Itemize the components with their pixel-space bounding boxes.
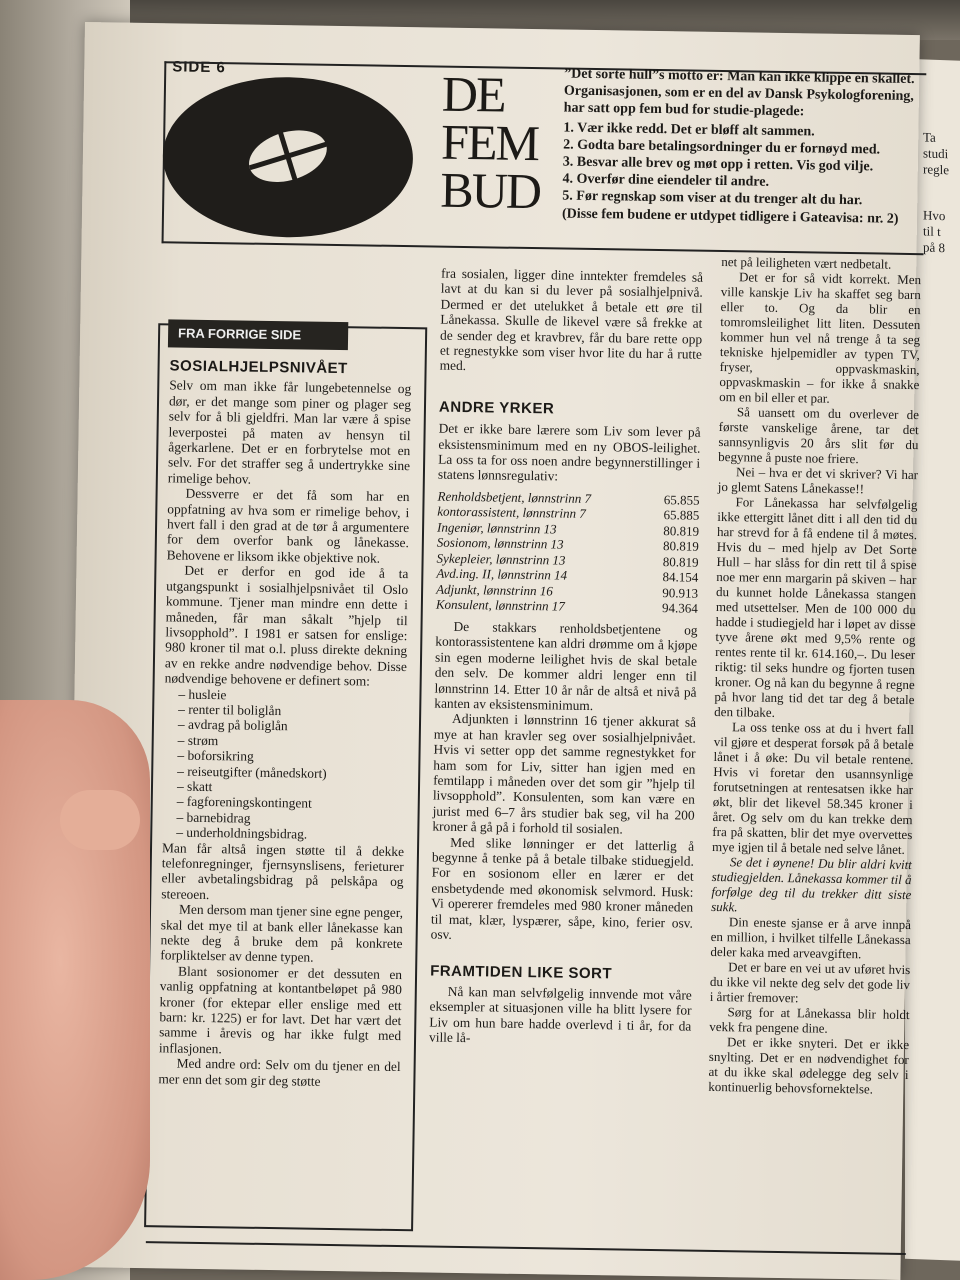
list-item: – avdrag på boliglån xyxy=(178,717,406,736)
left-column xyxy=(158,358,411,1090)
magazine-page xyxy=(65,22,922,1280)
paragraph: Det er bare en vei ut av uføret hvis du ikke vil nekte deg selv det gode liv i årtier fremover: xyxy=(709,959,911,1006)
paragraph: Adjunkten i lønnstrinn 16 tjener akkurat så mye at han kravler seg over sosialhjelpnivået. Hvis vi setter opp det samme regnestykket for ham som for Liv, sitter han igjen med en femtilapp i måneden over det som gir ”hjelp til livsopphold”. Konsulenten, som kan være en jurist med 6–7 års studier bak seg, vil ha 200 kroner å gå på i forhold til sosialen. xyxy=(432,711,697,837)
table-row: Adjunkt, lønnstrinn 16 90.913 xyxy=(436,581,699,601)
table-row: Sykepleier, lønnstrinn 13 80.819 xyxy=(436,550,699,570)
paragraph: Nei – hva er det vi skriver? Vi har jo glemt Satens Lånekasse!! xyxy=(717,464,919,497)
headline: DE FEM BUD xyxy=(439,65,541,220)
section-heading: SOSIALHJELPSNIVÅET xyxy=(169,357,348,378)
paragraph: Det er for så vidt korrekt. Men ville kanskje Liv ha skaffet seg barn eller to. Og da blir en tomromsleilighet litt liten. Dessuten kommer hun vel nå trenge å ta seg tekniske hjelpemidler av typen TV, fryser, oppvaskmaskin, oppvaskmaskin – for ikke å snakke om en bil eller et par. xyxy=(719,269,922,406)
paragraph: Se det i øynene! Du blir aldri kvitt studiegjelden. Lånekassa kommer til å forfølge deg til du trekker ditt siste sukk. xyxy=(711,854,912,915)
list-item: – skatt xyxy=(177,779,405,798)
bud-item: 1. Vær ikke redd. Det er bløff alt sammen. xyxy=(563,120,815,140)
hand xyxy=(0,700,150,1280)
bud-item: 2. Godta bare betalingsordninger du er fornøyd med. xyxy=(563,137,881,158)
bud-item: 3. Besvar alle brev og møt opp i retten. Vis god vilje. xyxy=(562,154,874,175)
bud-list xyxy=(562,120,933,211)
table-row: Konsulent, lønnstrinn 17 94.364 xyxy=(435,596,698,617)
paragraph: La oss tenke oss at du i hvert fall vil gjøre et desperat forsøk på å betale lånet i å øke: Du vil betale rentene. Hvis vi foretar den usannsynlige forutsetningen at rentesatsen ikke har økt, blir det likevel 58.345 kroner i året. Og selv om du kan trekke dem fra på skatten, blir det mye overvettes mye igjen til å betale ned selve lånet. xyxy=(712,719,915,857)
list-item: – strøm xyxy=(178,732,406,751)
table-row: Avd.ing. II, lønnstrinn 14 84.154 xyxy=(436,565,699,586)
list-item: – fagforeningskontingent xyxy=(177,794,405,813)
table-row: Sosionom, lønnstrinn 13 80.819 xyxy=(436,534,699,555)
paragraph: Så uansett om du overlever de første vanskelige årene, tar det sannsynligvis 20 års slit før du begynne å puste noe friere. xyxy=(718,404,920,467)
paragraph: Sørg for at Lånekassa blir holdt vekk fra pengene dine. xyxy=(709,1004,910,1036)
paragraph: Dessverre er det få som har en oppfatning av hva som er rimelige behov, i hvert fall i den grad at de tør å argumentere for dem overfor bank og lånekasse. Behovene er liksom ikke objektive nok. xyxy=(166,485,410,566)
paragraph: Det er ikke bare lærere som Liv som lever på eksistensminimum med en ny OBOS-leilighet. La oss ta for oss noen andre begynnerstillinger i statens lønnsregulativ: xyxy=(437,420,701,484)
paragraph: Med slike lønninger er det latterlig å begynne å tenke på å betale tilbake stiduegjeld. For en sosionom eller en lærer er det ensbetydende med økonomisk selvmord. Husk: Vi opererer fremdeles med 980 kroner måneden til mat, klær, lyspærer, såpe, kino, ferier osv. osv. xyxy=(430,834,695,942)
bottom-rule xyxy=(146,1241,906,1255)
paragraph: net på leiligheten vært nedbetalt. xyxy=(721,254,892,272)
paragraph: Din eneste sjanse er å arve innpå en million, i hvilket tilfelle Lånekassa deler kaka med arveavgiften. xyxy=(710,914,912,962)
paragraph: Det er ikke snyteri. Det er ikke snylting. Det er en nødvendighet for at du ikke skal ødelegge deg selv i kontinuerlig behovsfornektelse. xyxy=(708,1034,910,1097)
list-item: – barnebidrag xyxy=(176,809,404,828)
list-item: – husleie xyxy=(178,686,406,705)
paragraph: For Lånekassa har selvfølgelig ikke ettergitt lånet ditt i all den tid du har strevd for å få endene til å møtes. Hvis du – med hjelp av Det Sorte Hull – har slåss for din rett til å spise noe mer enn margarin på skiven – har du kunnet holde Lånekassa stangen med utsettelser. Men de 100 000 du hadde i studiegjeld har i løpet av disse tyve årene økt med 9,5% rente og rentes rente til kr. 614.160,–. Du leser riktig: til seks hundre og fjorten tusen kroner. Og nå kan du begynne å regne på hvor lang tid det tar deg å betale den tilbake. xyxy=(714,494,918,720)
list-item: – boforsikring xyxy=(177,748,405,767)
salary-table xyxy=(436,488,700,616)
table-row: Renholdsbetjent, lønnstrinn 7 65.855 xyxy=(437,488,700,508)
paragraph: Blant sosionomer er det dessuten en vanlig oppfatning at kontantbeløpet på 980 kroner (for ektepar eller enslige med ett barn: kr. 1225) er for lavt. Det har vært det samme i årevis og har ikke fulgt med inflasjonen. xyxy=(158,963,403,1057)
middle-column xyxy=(429,266,703,1049)
section-banner: FRA FORRIGE SIDE xyxy=(168,319,348,350)
list-item: – underholdningsbidrag. xyxy=(176,825,404,844)
paragraph: Nå kan man selvfølgelig innvende mot våre eksempler at situasjonen ville ha blitt lysere for Liv om hun bare hadde overlevd i ti år, for da ville lå- xyxy=(428,983,692,1046)
next-page-text: Ta studi regle Hvo til t på 8 xyxy=(923,129,949,256)
paragraph: Med andre ord: Selv om du tjener en del mer enn det som gir deg støtte xyxy=(158,1055,401,1089)
bud-item: 5. Før regnskap som viser at du trenger alt du har. xyxy=(562,188,863,209)
bud-note: (Disse fem budene er utdypet tidligere i Gateavisa: nr. 2) xyxy=(561,206,899,227)
paragraph: Det er derfor en god ide å ta utgangspunkt i sosialhjelpsnivået til Oslo kommune. Tjener man mindre enn dette i måneden, får man såkalt ”hjelp til livsopphold”. I 1981 er satsen for enslige: 980 kroner til mat o.l. pluss direkte dekning av en rekke andre nødvendige behov. Disse nødvendige behovene er definert som: xyxy=(164,562,409,689)
list-item: – renter til boliglån xyxy=(178,701,406,720)
table-row: kontorassistent, lønnstrinn 7 65.885 xyxy=(437,503,700,524)
thumb xyxy=(60,790,140,850)
section-heading: ANDRE YRKER xyxy=(438,398,555,418)
paragraph: Man får altså ingen støtte til å dekke telefonregninger, fjernsynslisens, ferieturer eller avbetalingsbidrag på pelskåpa og stereoen. xyxy=(161,839,405,902)
paragraph: De stakkars renholdsbetjentene og kontorassistentene kan aldri drømme om å kjøpe sin egen moderne leilighet hvis de skal betale den selv. De kommer aldri lenger enn til lønnstrinn 14. Etter 10 år når de altså et nivå på kanten av eksistensminimum. xyxy=(434,618,698,713)
table-row: Ingeniør, lønnstrinn 13 80.819 xyxy=(436,519,700,539)
page-label: SIDE 6 xyxy=(172,58,226,77)
intro-text: ”Det sorte hull”s motto er: Man kan ikke klippe en skallet. Organisasjonen, som er en del av Dansk Psykologforening, har satt opp fem bud for studie-plagede: xyxy=(563,66,915,120)
paragraph: fra sosialen, ligger dine inntekter fremdeles så lavt at du kan si du lever på sosialhjelpnivå. Dermed er det utelukket å betale ett øre til Lånekassa. Skulle de likevel være så frekke at de sender deg et kravbrev, får du bare rette opp et regnestykke som viser hvor lite du har å rutte med. xyxy=(439,265,704,374)
paragraph: Men dersom man tjener sine egne penger, skal det mye til at bank eller lånekasse kan nekte deg å bruke dem på konkrete forpliktelser av denne typen. xyxy=(160,901,404,966)
needs-list xyxy=(162,686,406,844)
section-heading: FRAMTIDEN LIKE SORT xyxy=(429,962,613,983)
paragraph: Selv om man ikke får lungebetennelse og dør, er det mange som piner og plager seg selv for å bli gjeldfri. Man lar være å spise leverpostei på maten av hensyn til ågerkarlene. Det er en forbrytelse mot en selv. For det straffer seg å undertrykke sine rimelige behov. xyxy=(167,377,412,487)
list-item: – reiseutgifter (månedskort) xyxy=(177,763,405,782)
bud-item: 4. Overfør dine eiendeler til andre. xyxy=(562,171,770,190)
right-column xyxy=(708,254,921,1097)
